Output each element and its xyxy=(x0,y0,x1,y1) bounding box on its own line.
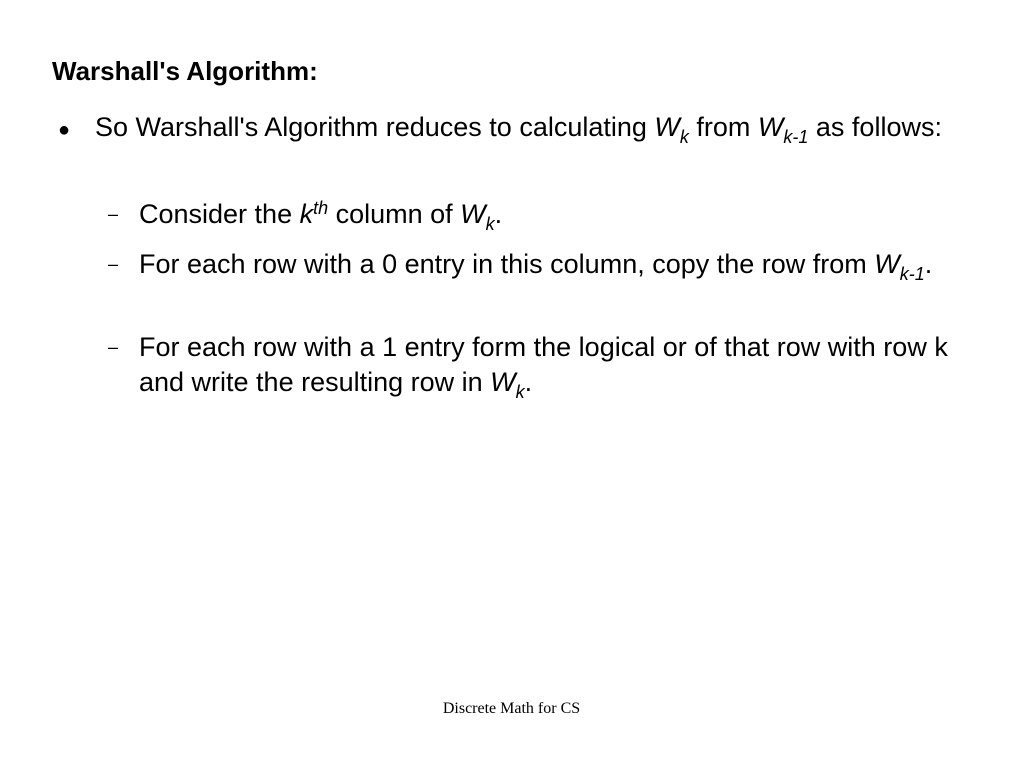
w-subscript: k-1 xyxy=(899,264,925,284)
w-symbol: W xyxy=(654,112,680,142)
bullet-text-after: as follows: xyxy=(808,112,942,142)
sub-text-before: For each row with a 0 entry in this column, copy the row from xyxy=(139,249,875,279)
w-subscript: k xyxy=(485,214,495,234)
sub-text-after: . xyxy=(924,249,933,279)
k-symbol: k xyxy=(299,199,314,229)
dash-icon: – xyxy=(108,254,119,274)
sub-bullet-item xyxy=(108,247,948,282)
sub-text-after: . xyxy=(524,367,533,397)
sub-bullet-text xyxy=(139,247,948,282)
sub-bullet-text xyxy=(139,330,948,400)
w-subscript: k xyxy=(515,382,525,402)
k-superscript: th xyxy=(313,198,329,218)
bullet-item xyxy=(58,110,968,145)
dash-icon: – xyxy=(108,204,119,224)
bullet-text xyxy=(95,110,968,145)
sub-bullet-text xyxy=(139,197,948,232)
sub-text-after: . xyxy=(494,199,503,229)
slide-footer: Discrete Math for CS xyxy=(442,700,581,717)
w-symbol: W xyxy=(757,112,784,142)
sub-bullet-item xyxy=(108,330,948,400)
dash-icon: – xyxy=(108,337,119,357)
bullet-dot-icon: ● xyxy=(58,119,71,141)
bullet-text-before: So Warshall's Algorithm reduces to calculating xyxy=(95,112,655,142)
slide-title: Warshall's Algorithm: xyxy=(52,56,318,86)
sub-bullet-item xyxy=(108,197,948,232)
w-subscript: k-1 xyxy=(783,127,809,147)
bullet-text-middle: from xyxy=(688,112,758,142)
w-subscript: k xyxy=(679,127,689,147)
sub-text-before: Consider the xyxy=(139,199,300,229)
sub-text-before: For each row with a 1 entry form the logical or of that row with row k and write the resulting row in xyxy=(139,332,948,397)
w-symbol: W xyxy=(874,249,900,279)
sub-text-middle: column of xyxy=(328,199,461,229)
w-symbol: W xyxy=(460,199,486,229)
w-symbol: W xyxy=(490,367,516,397)
